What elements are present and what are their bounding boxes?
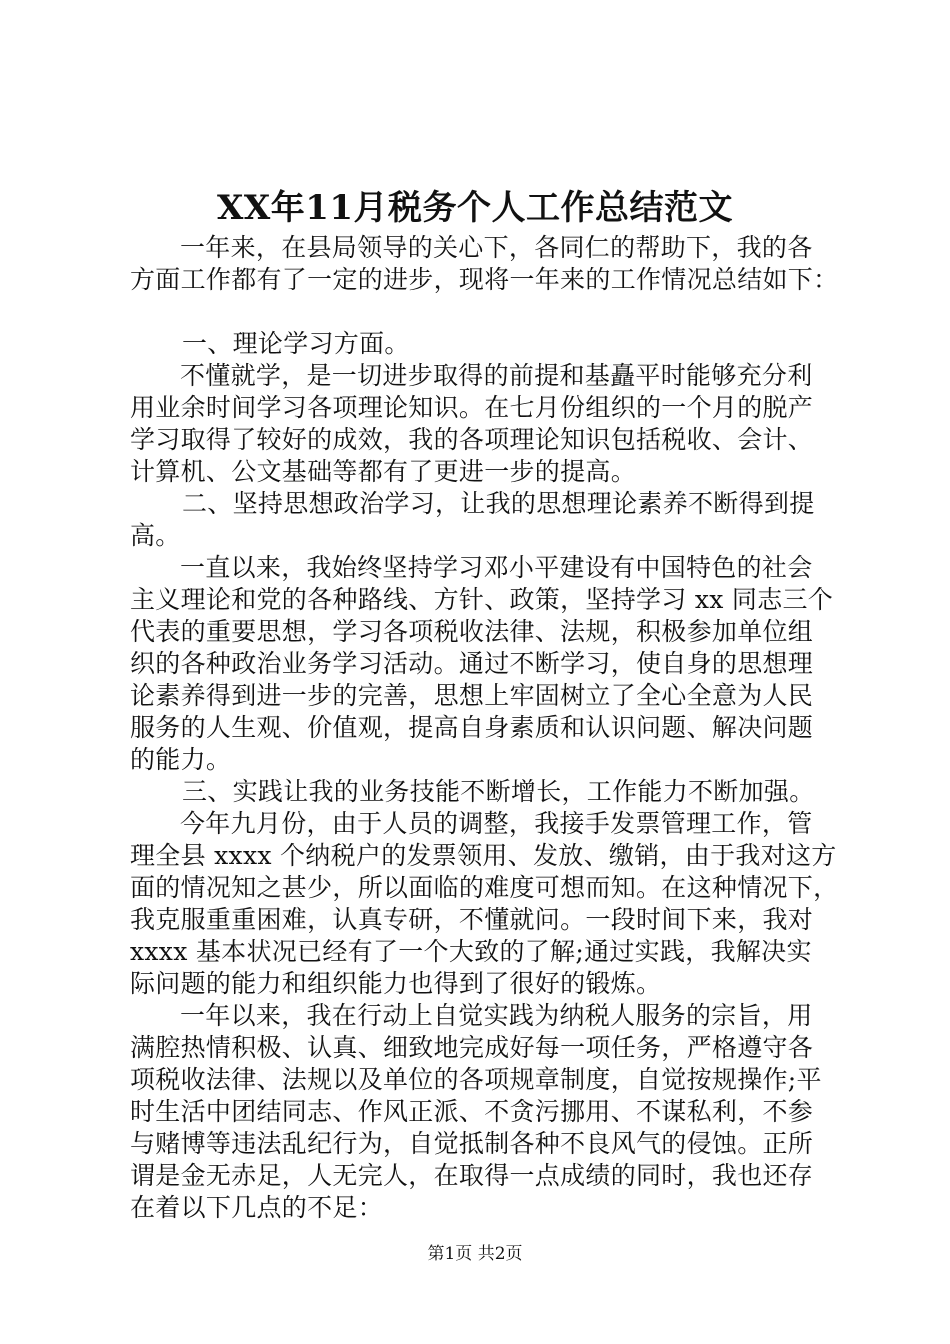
paragraph-line: 服务的人生观、价值观，提高自身素质和认识问题、解决问题 <box>130 713 814 742</box>
paragraph-line: 不懂就学，是一切进步取得的前提和基矗平时能够充分利 <box>180 361 813 390</box>
paragraph-line: 理全县 xxxx 个纳税户的发票领用、发放、缴销，由于我对这方 <box>130 841 837 870</box>
paragraph-line: 谓是金无赤足，人无完人，在取得一点成绩的同时，我也还存 <box>130 1161 814 1190</box>
paragraph-line: 面的情况知之甚少，所以面临的难度可想而知。在这种情况下， <box>130 873 839 902</box>
paragraph-line: 论素养得到进一步的完善，思想上牢固树立了全心全意为人民 <box>130 681 814 710</box>
paragraph-line: 用业余时间学习各项理论知识。在七月份组织的一个月的脱产 <box>130 393 814 422</box>
section-heading: 二、坚持思想政治学习，让我的思想理论素养不断得到提 <box>182 489 815 518</box>
paragraph-line: 际问题的能力和组织能力也得到了很好的锻炼。 <box>130 969 662 998</box>
paragraph-line: 一年以来，我在行动上自觉实践为纳税人服务的宗旨，用 <box>180 1001 813 1030</box>
paragraph-line: 高。 <box>130 521 181 550</box>
page-footer: 第1页 共2页 <box>427 1244 523 1264</box>
paragraph-line: 主义理论和党的各种路线、方针、政策，坚持学习 xx 同志三个 <box>130 585 834 614</box>
paragraph-line: 学习取得了较好的成效，我的各项理论知识包括税收、会计、 <box>130 425 814 454</box>
paragraph-line: 时生活中团结同志、作风正派、不贪污挪用、不谋私利，不参 <box>130 1097 814 1126</box>
paragraph-line: 与赌博等违法乱纪行为，自觉抵制各种不良风气的侵蚀。正所 <box>130 1129 814 1158</box>
paragraph-line: 代表的重要思想，学习各项税收法律、法规，积极参加单位组 <box>130 617 814 646</box>
paragraph-line: 今年九月份，由于人员的调整，我接手发票管理工作，管 <box>180 809 813 838</box>
paragraph-line: 的能力。 <box>130 745 232 774</box>
section-heading: 三、实践让我的业务技能不断增长，工作能力不断加强。 <box>182 777 815 806</box>
paragraph-line: 项税收法律、法规以及单位的各项规章制度，自觉按规操作;平 <box>130 1065 822 1094</box>
paragraph-line: 我克服重重困难，认真专研，不懂就问。一段时间下来，我对 <box>130 905 814 934</box>
paragraph-line: 一直以来，我始终坚持学习邓小平建设有中国特色的社会 <box>180 553 813 582</box>
section-heading: 一、理论学习方面。 <box>182 329 410 358</box>
paragraph-line: 方面工作都有了一定的进步，现将一年来的工作情况总结如下： <box>130 265 839 294</box>
paragraph-line: 在着以下几点的不足： <box>130 1193 384 1222</box>
paragraph-line: 计算机、公文基础等都有了更进一步的提高。 <box>130 457 637 486</box>
paragraph-line: 一年来，在县局领导的关心下，各同仁的帮助下，我的各 <box>180 233 813 262</box>
blank-line <box>130 296 830 328</box>
paragraph-line: xxxx 基本状况已经有了一个大致的了解;通过实践，我解决实 <box>130 937 812 966</box>
paragraph-line: 满腔热情积极、认真、细致地完成好每一项任务，严格遵守各 <box>130 1033 814 1062</box>
document-body <box>130 232 839 1224</box>
paragraph-line: 织的各种政治业务学习活动。通过不断学习，使自身的思想理 <box>130 649 814 678</box>
document-title: XX年11月税务个人工作总结范文 <box>216 188 734 228</box>
